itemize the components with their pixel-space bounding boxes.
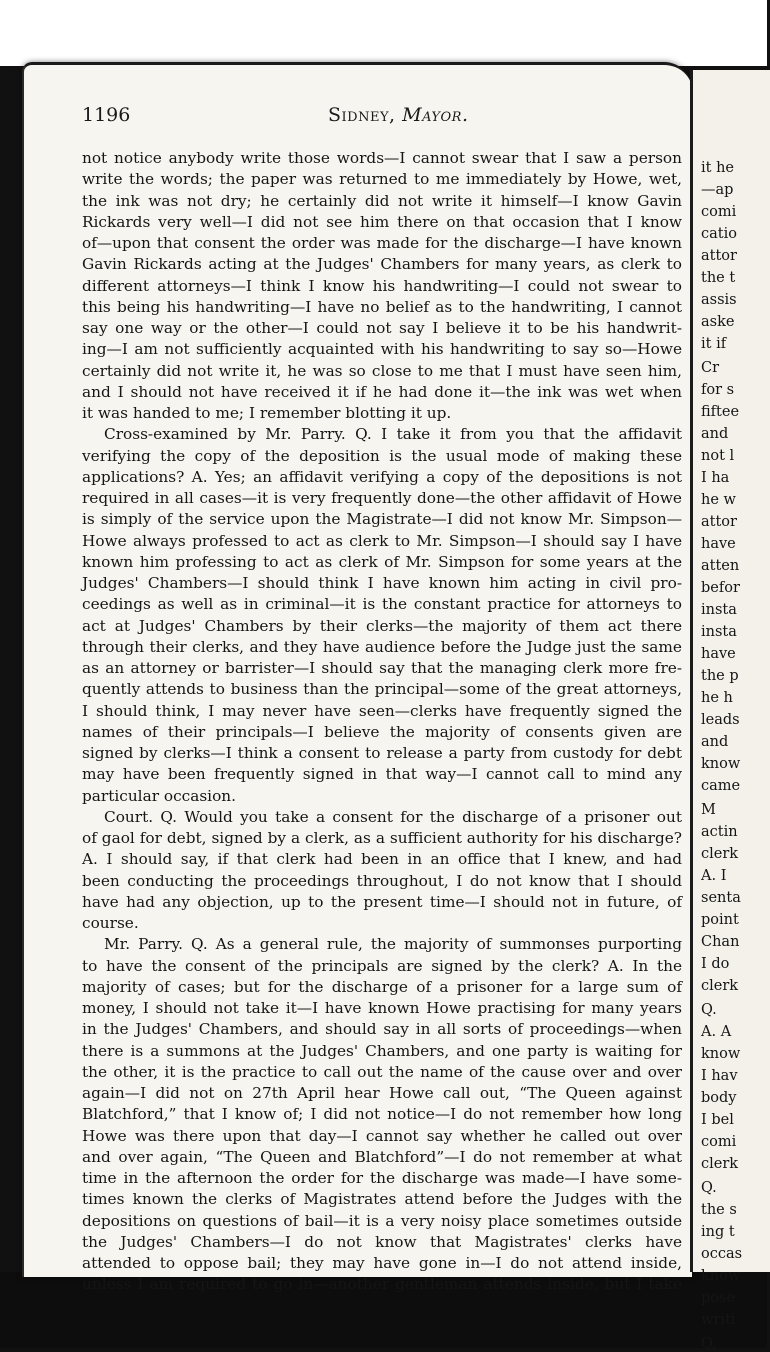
right-page-fragment: occas (701, 1246, 743, 1262)
header-title (328, 104, 469, 126)
text-line: required in all cases—it is very frequently done—the other affidavit of Howe (82, 489, 682, 507)
right-page-fragment: befor (701, 580, 740, 596)
right-page-fragment: I do (701, 956, 730, 972)
right-page-fragment: the s (701, 1202, 737, 1218)
text-line: the ink was not dry; he certainly did not write it himself—I know Gavin (82, 191, 682, 210)
text-line: course. (82, 914, 139, 932)
right-page-fragment: I ha (701, 470, 730, 486)
right-page-fragment: it he (701, 160, 734, 176)
scan-background-top (0, 0, 767, 66)
right-page-fragment: M (701, 802, 716, 818)
text-line: known him professing to act as clerk of Mr. Simpson for some years at the (82, 552, 682, 571)
right-page-fragment: senta (701, 890, 741, 906)
right-page-fragment: assis (701, 292, 737, 308)
text-line: there is a summons at the Judges' Chambers, and one party is waiting for (82, 1041, 682, 1060)
right-page-fragment: clerk (701, 978, 739, 994)
right-page-fragment: fiftee (701, 404, 740, 420)
right-page-fragment: know (701, 1046, 741, 1062)
right-page-fragment: pose (701, 1290, 736, 1306)
text-line: A. I should say, if that clerk had been in an office that I knew, and had (82, 850, 682, 869)
text-line: times known the clerks of Magistrates attend before the Judges with the (82, 1190, 682, 1209)
text-line: Court. Q. Would you take a consent for the discharge of a prisoner out (104, 807, 682, 826)
right-page-fragment: know (701, 756, 741, 772)
right-page-fragment: not l (701, 448, 735, 464)
right-page-fragment: Cr (701, 360, 720, 376)
text-line: and over again, “The Queen and Blatchford”—I do not remember at what (82, 1147, 682, 1166)
text-line: Judges' Chambers—I should think I have known him acting in civil pro- (82, 574, 682, 592)
right-page-fragment: comi (701, 204, 737, 220)
right-page-fragment: catio (701, 226, 737, 242)
right-page-fragment: and (701, 734, 729, 750)
right-page-fragment: clerk (701, 846, 739, 862)
right-page-fragment: ing t (701, 1224, 735, 1240)
text-line: unless I am required to go in—another gentleman attends inside, but I take (82, 1275, 682, 1294)
text-line: Mr. Parry. Q. As a general rule, the majority of summonses purporting (104, 935, 682, 954)
right-page-fragment: Q. (701, 1336, 717, 1352)
text-line: particular occasion. (82, 786, 236, 805)
right-page-fragment: and (701, 426, 729, 442)
right-page-fragment: comi (701, 1134, 737, 1150)
right-page-fragment: actin (701, 824, 738, 840)
text-line: names of their principals—I believe the majority of consents given are (82, 722, 682, 741)
right-page-fragment: came (701, 778, 741, 794)
text-line: Rickards very well—I did not see him there on that occasion that I know (82, 212, 682, 231)
right-page-fragment: insta (701, 624, 737, 640)
text-line: ceedings as well as in criminal—it is the constant practice for attorneys to (82, 595, 682, 614)
text-line: is simply of the service upon the Magistrate—I did not know Mr. Simpson— (82, 510, 682, 529)
right-page-fragment: attor (701, 514, 737, 530)
text-line: Howe was there upon that day—I cannot say whether he called out over (82, 1126, 682, 1145)
text-line: as an attorney or barrister—I should say that the managing clerk more fre- (82, 659, 682, 677)
text-line: act at Judges' Chambers by their clerks—the majority of them act there (82, 616, 682, 635)
right-page-fragment: atten (701, 558, 740, 574)
right-page-fragment: know (701, 1268, 741, 1284)
text-line: it was handed to me; I remember blotting it up. (82, 404, 452, 422)
text-line: in the Judges' Chambers, and should say in all sorts of proceedings—when (82, 1020, 682, 1039)
right-page-fragment: for s (701, 382, 735, 398)
body-text (82, 148, 682, 1296)
text-line: again—I did not on 27th April hear Howe call out, “The Queen against (82, 1084, 682, 1102)
right-page-fragment: body (701, 1090, 737, 1106)
text-line: Cross-examined by Mr. Parry. Q. I take it from you that the affidavit (104, 425, 682, 444)
right-page-fragment: Q. (701, 1180, 717, 1196)
right-page-fragment: Chan (701, 934, 740, 950)
text-line: I should think, I may never have seen—clerks have frequently signed the (82, 701, 682, 720)
right-page-fragment: he h (701, 690, 733, 706)
text-line: attended to oppose bail; they may have gone in—I do not attend inside, (82, 1254, 682, 1272)
text-line: majority of cases; but for the discharge of a prisoner for a large sum of (82, 977, 682, 996)
right-page-edge (690, 70, 770, 1352)
text-line: time in the afternoon the order for the discharge was made—I have some- (82, 1169, 682, 1187)
header-title-name: Sidney, (328, 104, 396, 126)
running-head (82, 104, 682, 134)
right-page-fragment: the p (701, 668, 739, 684)
text-line: through their clerks, and they have audience before the Judge just the same (82, 637, 682, 656)
right-page-fragment: have (701, 536, 736, 552)
right-page-fragment: attor (701, 248, 737, 264)
text-line: Gavin Rickards acting at the Judges' Chambers for many years, as clerk to (82, 255, 682, 274)
text-line: money, I should not take it—I have known Howe practising for many years (82, 999, 682, 1017)
right-page-fragment: it if (701, 336, 727, 352)
text-line: the Judges' Chambers—I do not know that Magistrates' clerks have (82, 1232, 682, 1251)
text-line: signed by clerks—I think a consent to release a party from custody for debt (82, 744, 682, 762)
right-page-fragment: aske (701, 314, 735, 330)
text-line: Howe always professed to act as clerk to Mr. Simpson—I should say I have (82, 531, 682, 550)
text-line: different attorneys—I think I know his handwriting—I could not swear to (82, 276, 682, 295)
text-line: write the words; the paper was returned to me immediately by Howe, wet, (82, 170, 682, 189)
text-line: to have the consent of the principals are signed by the clerk? A. In the (82, 956, 682, 975)
right-page-fragment: leads (701, 712, 740, 728)
right-page-fragment: A. A (701, 1024, 732, 1040)
text-line: ing—I am not sufficiently acquainted with his handwriting to say so—Howe (82, 340, 682, 359)
text-line: been conducting the proceedings throughout, I do not know that I should (82, 871, 682, 890)
text-line: depositions on questions of bail—it is a very noisy place sometimes outside (82, 1211, 682, 1230)
text-line: not notice anybody write those words—I cannot swear that I saw a person (82, 149, 682, 167)
text-line: certainly did not write it, he was so close to me that I must have seen him, (82, 361, 682, 380)
right-page-fragment: point (701, 912, 739, 928)
text-line: quently attends to business than the principal—some of the great attorneys, (82, 680, 682, 699)
right-page-fragment: writi (701, 1312, 736, 1328)
text-line: the other, it is the practice to call out the name of the cause over and over (82, 1062, 682, 1081)
right-page-fragment: the t (701, 270, 736, 286)
text-line: may have been frequently signed in that way—I cannot call to mind any (82, 765, 682, 784)
text-line: this being his handwriting—I have no belief as to the handwriting, I cannot (82, 297, 682, 316)
text-line: say one way or the other—I could not say I believe it to be his handwrit- (82, 319, 682, 337)
text-line: of gaol for debt, signed by a clerk, as a sufficient authority for his discharge? (82, 829, 682, 847)
page-number: 1196 (82, 104, 131, 126)
text-line: verifying the copy of the deposition is the usual mode of making these (82, 446, 682, 465)
text-line: applications? A. Yes; an affidavit verifying a copy of the depositions is not (82, 467, 682, 486)
text-line: and I should not have received it if he had done it—the ink was wet when (82, 382, 682, 401)
right-page-fragment: he w (701, 492, 736, 508)
text-line: of—upon that consent the order was made for the discharge—I have known (82, 234, 682, 252)
header-title-role: Mayor. (402, 104, 469, 126)
text-line: have had any objection, up to the present time—I should not in future, of (82, 892, 682, 911)
right-page-fragment: I hav (701, 1068, 738, 1084)
right-page-fragment: insta (701, 602, 737, 618)
right-page-fragment: clerk (701, 1156, 739, 1172)
right-page-fragment: A. I (701, 868, 727, 884)
right-page-fragment: Q. (701, 1002, 717, 1018)
text-line: Blatchford,” that I know of; I did not notice—I do not remember how long (82, 1105, 682, 1124)
right-page-fragment: I bel (701, 1112, 734, 1128)
right-page-fragment: —ap (701, 182, 734, 198)
right-page-fragment: have (701, 646, 736, 662)
